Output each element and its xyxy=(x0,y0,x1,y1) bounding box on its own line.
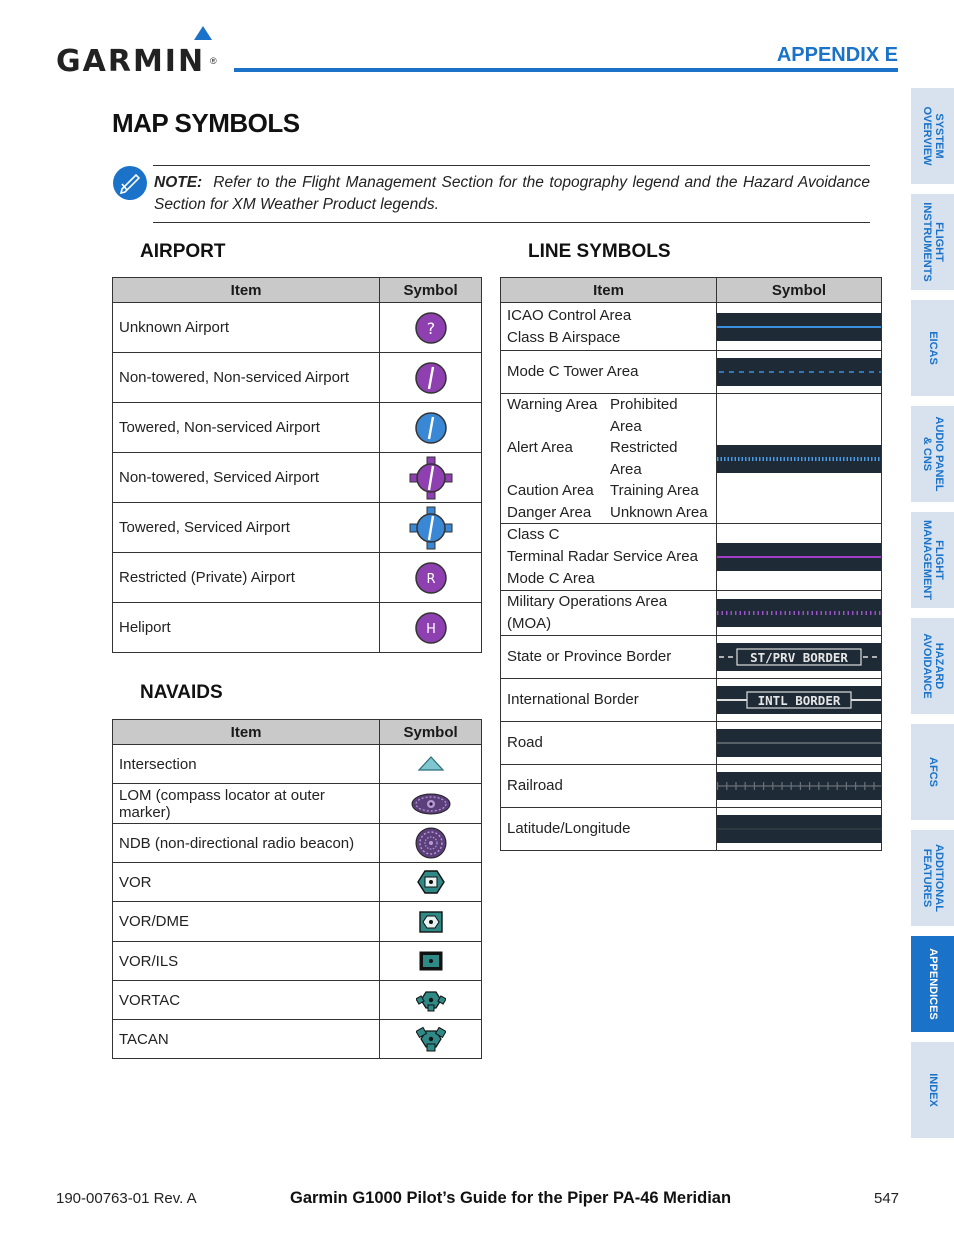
table-row-label: International Border xyxy=(501,679,717,722)
heliport-icon xyxy=(413,610,449,646)
note-pencil-icon xyxy=(112,165,148,201)
line-col-symbol: Symbol xyxy=(717,278,882,303)
railroad-line-symbol xyxy=(717,772,881,800)
tab-index[interactable]: INDEX xyxy=(911,1042,954,1138)
table-row-label: TACAN xyxy=(113,1020,380,1059)
note-rule-bottom xyxy=(153,222,870,223)
table-row-label: Railroad xyxy=(501,765,717,808)
airport-col-symbol: Symbol xyxy=(380,278,482,303)
tab-system-overview[interactable]: SYSTEM OVERVIEW xyxy=(911,88,954,184)
non-towered-non-serviced-airport-icon xyxy=(413,360,449,396)
garmin-triangle-icon xyxy=(194,26,212,40)
table-row-label: State or Province Border xyxy=(501,636,717,679)
doc-number: 190-00763-01 Rev. A xyxy=(56,1190,197,1207)
vortac-icon xyxy=(416,988,446,1012)
table-row-label: NDB (non-directional radio beacon) xyxy=(113,824,380,863)
appendix-label: APPENDIX E xyxy=(776,44,898,66)
table-row-label: VORTAC xyxy=(113,981,380,1020)
garmin-logo xyxy=(56,26,217,79)
logo-text: GARMIN xyxy=(56,44,206,79)
mode-c-tower-line-symbol xyxy=(717,358,881,386)
page-number: 547 xyxy=(874,1190,900,1207)
lat-long-line-symbol xyxy=(717,815,881,843)
vor-icon xyxy=(416,869,446,895)
non-towered-serviced-airport-icon xyxy=(408,455,454,501)
tacan-icon xyxy=(416,1026,446,1052)
lom-icon xyxy=(410,791,452,817)
table-row-label: Mode C Tower Area xyxy=(501,351,717,394)
svg-text:R: R xyxy=(426,571,436,587)
intl-border-label: INTL BORDER xyxy=(757,693,841,708)
table-row-label: Non-towered, Non-serviced Airport xyxy=(113,353,380,403)
state-border-line-symbol xyxy=(717,643,881,671)
svg-text:?: ? xyxy=(426,318,435,338)
tab-appendices[interactable]: APPENDICES xyxy=(911,936,954,1032)
table-row-label: Non-towered, Serviced Airport xyxy=(113,453,380,503)
line-symbols-heading: LINE SYMBOLS xyxy=(528,241,671,262)
note-label: NOTE: xyxy=(154,174,203,191)
table-row-label: Unknown Airport xyxy=(113,303,380,353)
table-row-label: Towered, Serviced Airport xyxy=(113,503,380,553)
table-row-label: Heliport xyxy=(113,603,380,653)
unknown-airport-icon xyxy=(413,310,449,346)
note-body: Refer to the Flight Management Section for the topography legend and the Hazard Avoidance Section for XM Weather Product legends. xyxy=(154,174,870,213)
header-rule xyxy=(234,68,898,72)
navaids-table xyxy=(112,719,482,1059)
page-title: MAP SYMBOLS xyxy=(112,108,300,138)
line-symbols-table xyxy=(500,277,882,851)
table-row-label: VOR/DME xyxy=(113,902,380,942)
airport-heading: AIRPORT xyxy=(140,241,226,262)
table-row-label: Restricted (Private) Airport xyxy=(113,553,380,603)
class-b-line-symbol xyxy=(717,313,881,341)
special-use-area-line-symbol xyxy=(717,445,881,473)
table-row-label: LOM (compass locator at outer marker) xyxy=(113,784,380,824)
class-c-line-symbol xyxy=(717,543,881,571)
table-row-label: Intersection xyxy=(113,745,380,784)
table-row-label: ICAO Control Area Class B Airspace xyxy=(501,303,717,351)
table-row-label: Warning Area Prohibited Area Alert Area Restricted Area Caution Area Training Area Danger Area Unknown Area xyxy=(501,394,717,524)
vor-dme-icon xyxy=(418,910,444,934)
line-col-item: Item xyxy=(501,278,717,303)
tab-hazard-avoidance[interactable]: HAZARD AVOIDANCE xyxy=(911,618,954,714)
table-row-label: Military Operations Area (MOA) xyxy=(501,591,717,636)
svg-text:H: H xyxy=(425,621,436,637)
table-row-label: Latitude/Longitude xyxy=(501,808,717,851)
tab-afcs[interactable]: AFCS xyxy=(911,724,954,820)
airport-col-item: Item xyxy=(113,278,380,303)
tab-eicas[interactable]: EICAS xyxy=(911,300,954,396)
road-line-symbol xyxy=(717,729,881,757)
table-row-label: VOR xyxy=(113,863,380,902)
intl-border-line-symbol xyxy=(717,686,881,714)
navaids-col-item: Item xyxy=(113,720,380,745)
table-row-label: Class C Terminal Radar Service Area Mode C Area xyxy=(501,524,717,591)
tab-flight-management[interactable]: FLIGHT MANAGEMENT xyxy=(911,512,954,608)
towered-serviced-airport-icon xyxy=(408,505,454,551)
table-row-label: Towered, Non-serviced Airport xyxy=(113,403,380,453)
ndb-icon xyxy=(414,826,448,860)
towered-non-serviced-airport-icon xyxy=(413,410,449,446)
moa-line-symbol xyxy=(717,599,881,627)
navaids-heading: NAVAIDS xyxy=(140,682,223,703)
restricted-airport-icon xyxy=(413,560,449,596)
registered-mark: ® xyxy=(210,56,217,66)
vor-ils-icon xyxy=(418,950,444,972)
tab-additional-features[interactable]: ADDITIONAL FEATURES xyxy=(911,830,954,926)
airport-table xyxy=(112,277,482,653)
navaids-col-symbol: Symbol xyxy=(380,720,482,745)
intersection-icon xyxy=(417,754,445,774)
note-rule-top xyxy=(153,165,870,166)
footer-title: Garmin G1000 Pilot’s Guide for the Piper PA-46 Meridian xyxy=(290,1189,732,1207)
note-text xyxy=(154,172,870,216)
tab-flight-instruments[interactable]: FLIGHT INSTRUMENTS xyxy=(911,194,954,290)
tab-audio-panel-cns[interactable]: AUDIO PANEL & CNS xyxy=(911,406,954,502)
table-row-label: VOR/ILS xyxy=(113,942,380,981)
table-row-label: Road xyxy=(501,722,717,765)
state-border-label: ST/PRV BORDER xyxy=(750,650,848,665)
